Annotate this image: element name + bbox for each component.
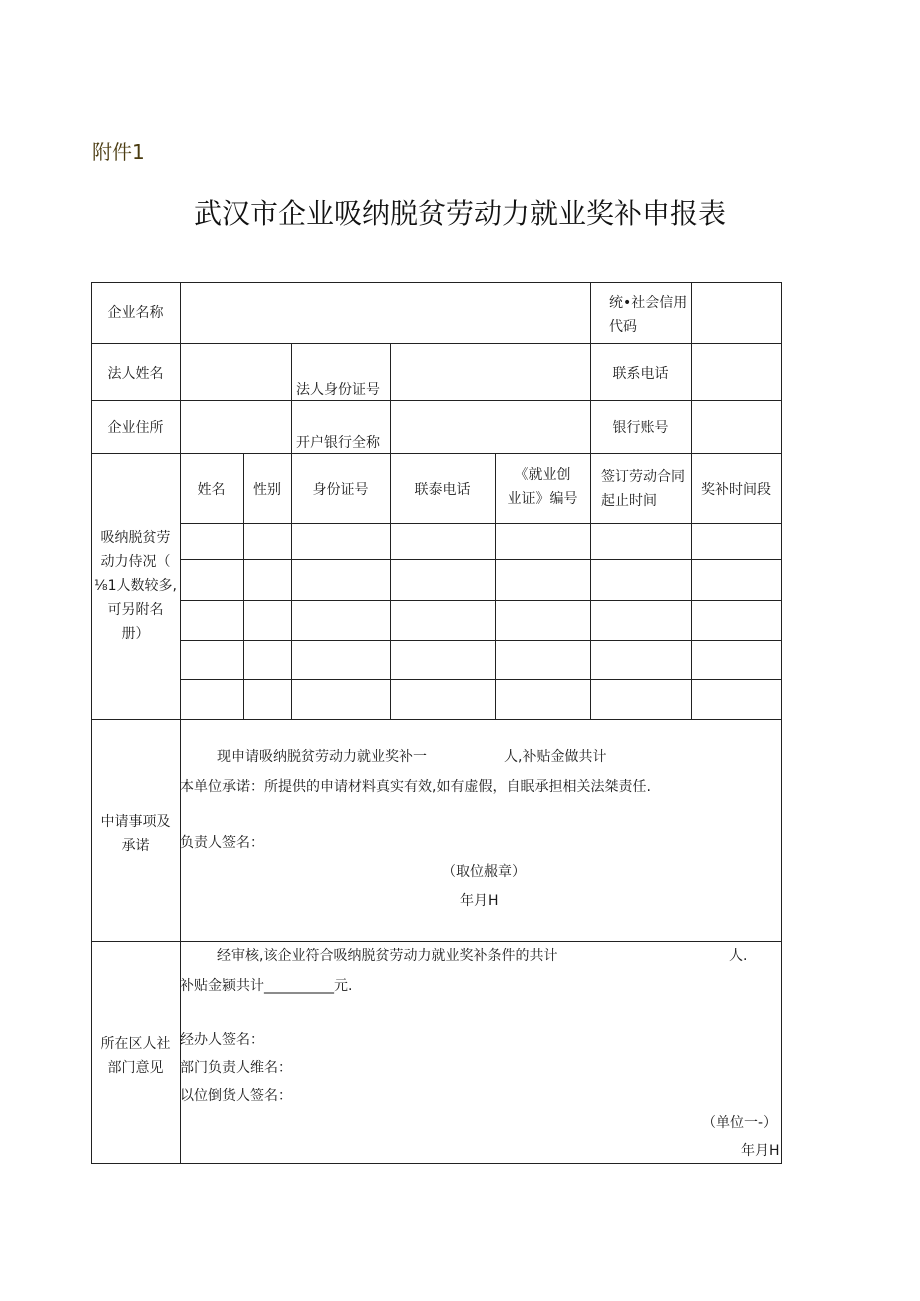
col-name-header: 姓名 <box>197 482 226 498</box>
review-label: 所在区人社 部门意见 <box>100 1036 171 1076</box>
review-amount: 补贴金颍共计__________元. <box>180 978 353 994</box>
review-seal: （单位一-） <box>702 1115 778 1131</box>
bank-account-label: 银行账号 <box>612 420 669 436</box>
application-signer: 负责人签名： <box>180 835 264 851</box>
form-title: 武汉市企业吸纳脱贫劳动力就业奖补申报表 <box>193 197 726 230</box>
review-line1-b: 人. <box>729 948 748 964</box>
application-line1-a: 现申请吸纳脱贫劳动力就业奖补一 <box>217 749 427 765</box>
application-form-table <box>91 282 782 1164</box>
review-line1-a: 经审核,该企业符合吸纳脱贫劳动力就业奖补条件的共计 <box>217 948 558 964</box>
application-line1-b: 人,补贴金做共计 <box>504 749 607 765</box>
bank-name-label: 开户银行全称 <box>296 435 380 451</box>
application-date: 年月H <box>460 893 499 909</box>
application-commitment: 本单位承诺：所提供的申请材料真实有效,如有虚假，自眠承担相关法桀责任. <box>180 779 651 795</box>
col-subsidy-period-header: 奖补时间段 <box>701 482 771 498</box>
col-phone-header: 联泰电话 <box>414 482 471 498</box>
review-date: 年月H <box>741 1143 780 1159</box>
review-handler: 经办人签名： <box>180 1032 264 1048</box>
col-id-header: 身份证号 <box>312 482 369 498</box>
col-contract-period-header: 签订劳动合同 起止时间 <box>601 469 685 509</box>
application-seal: （取位赧章） <box>442 864 526 880</box>
credit-code-label: 统•社会信用代码 <box>609 295 688 335</box>
labor-section-label: 吸纳脱贫劳 动力侍况（ ⅛1人数较多, 可另附名 册） <box>94 530 177 642</box>
application-label: 中请事项及 承诺 <box>100 814 171 854</box>
col-gender-header: 性别 <box>253 482 281 498</box>
attachment-label: 附件1 <box>92 140 145 164</box>
legal-person-label: 法人姓名 <box>107 366 164 382</box>
col-employment-cert-header: 《就业创 业证》编号 <box>507 467 578 507</box>
company-name-label: 企业名称 <box>107 305 164 321</box>
legal-id-label: 法人身份证号 <box>296 382 380 398</box>
company-address-label: 企业住所 <box>107 420 164 436</box>
contact-phone-label: 联系电话 <box>612 366 669 382</box>
review-dept-head: 部门负责人维名： <box>180 1060 292 1076</box>
review-unit-head: 以位倒货人签名： <box>180 1088 292 1104</box>
